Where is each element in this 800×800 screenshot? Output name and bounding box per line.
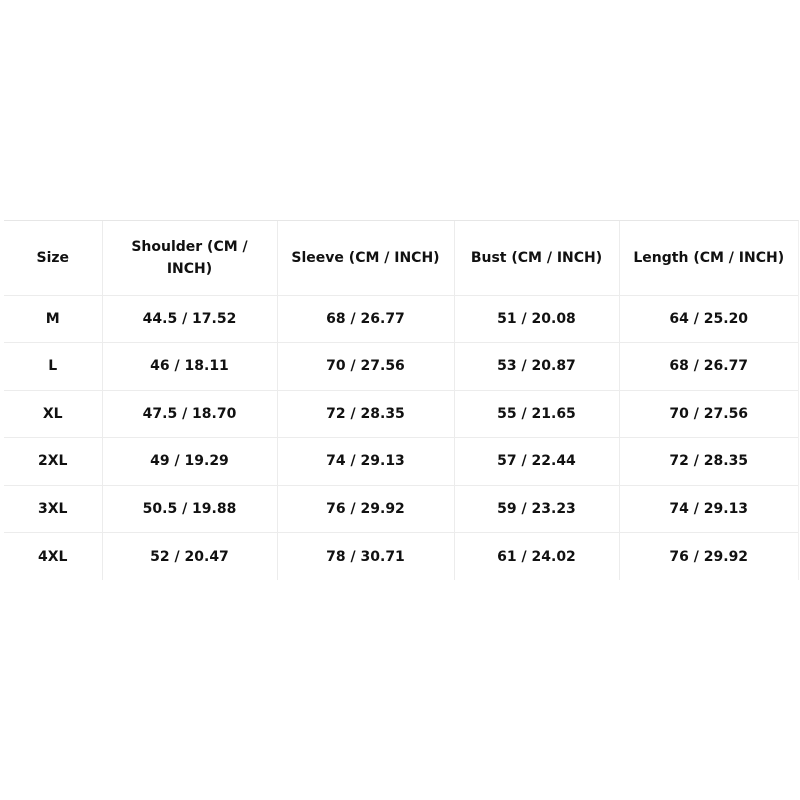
cell-sleeve: 78 / 30.71 xyxy=(277,533,454,581)
cell-sleeve: 70 / 27.56 xyxy=(277,343,454,391)
cell-size: L xyxy=(4,343,102,391)
cell-size: 4XL xyxy=(4,533,102,581)
header-bust: Bust (CM / INCH) xyxy=(454,221,619,295)
table-row xyxy=(4,533,798,581)
cell-shoulder: 50.5 / 19.88 xyxy=(102,485,277,533)
cell-length: 74 / 29.13 xyxy=(619,485,798,533)
cell-sleeve: 76 / 29.92 xyxy=(277,485,454,533)
cell-bust: 59 / 23.23 xyxy=(454,485,619,533)
header-shoulder: Shoulder (CM / INCH) xyxy=(102,221,277,295)
header-length: Length (CM / INCH) xyxy=(619,221,798,295)
cell-shoulder: 49 / 19.29 xyxy=(102,438,277,486)
cell-shoulder: 52 / 20.47 xyxy=(102,533,277,581)
cell-shoulder: 47.5 / 18.70 xyxy=(102,390,277,438)
cell-bust: 51 / 20.08 xyxy=(454,295,619,343)
cell-sleeve: 74 / 29.13 xyxy=(277,438,454,486)
cell-length: 64 / 25.20 xyxy=(619,295,798,343)
size-chart xyxy=(4,220,799,580)
cell-bust: 61 / 24.02 xyxy=(454,533,619,581)
cell-bust: 57 / 22.44 xyxy=(454,438,619,486)
cell-bust: 53 / 20.87 xyxy=(454,343,619,391)
cell-size: M xyxy=(4,295,102,343)
table-row xyxy=(4,295,798,343)
cell-size: XL xyxy=(4,390,102,438)
cell-size: 3XL xyxy=(4,485,102,533)
cell-bust: 55 / 21.65 xyxy=(454,390,619,438)
table-header-row xyxy=(4,221,798,295)
cell-length: 68 / 26.77 xyxy=(619,343,798,391)
cell-size: 2XL xyxy=(4,438,102,486)
cell-shoulder: 46 / 18.11 xyxy=(102,343,277,391)
cell-sleeve: 72 / 28.35 xyxy=(277,390,454,438)
header-sleeve: Sleeve (CM / INCH) xyxy=(277,221,454,295)
header-size: Size xyxy=(4,221,102,295)
cell-sleeve: 68 / 26.77 xyxy=(277,295,454,343)
table-row xyxy=(4,343,798,391)
cell-length: 76 / 29.92 xyxy=(669,548,749,565)
cell-length: 72 / 28.35 xyxy=(619,438,798,486)
cell-shoulder: 44.5 / 17.52 xyxy=(102,295,277,343)
table-row xyxy=(4,485,798,533)
table-row xyxy=(4,438,798,486)
table-row xyxy=(4,390,798,438)
cell-length: 70 / 27.56 xyxy=(619,390,798,438)
size-table xyxy=(4,221,798,580)
